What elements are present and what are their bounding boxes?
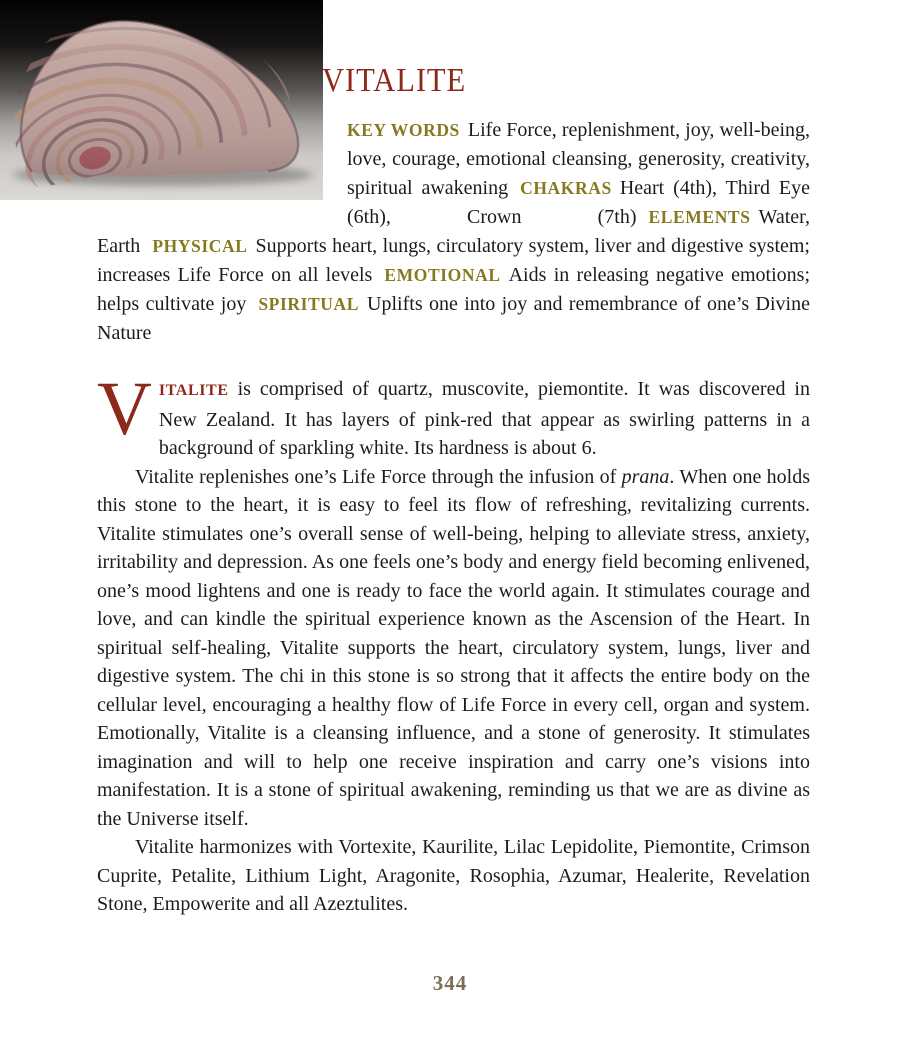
emotional-text: Aids in releasing negative emotions; helps cultivate joy	[97, 264, 810, 315]
keywords-text: Life Force, replenishment, joy, well-being, love, courage, emotional cleansing, generosity, creativity, spiritual awakening	[347, 119, 811, 199]
emotional-label: EMOTIONAL	[384, 265, 501, 285]
page-title: VITALITE	[322, 62, 467, 99]
paragraph-properties-text-b: . When one holds this stone to the heart, it is easy to feel its flow of refreshing, revitalizing currents. Vitalite stimulates one’s overall sense of well-being, helping to alleviate stress, anxiety, irritability and depression. As one feels one’s body and energy field becoming enlivened, one’s mood lightens and one is ready to face the world again. It stimulates courage and love, and can kindle the spiritual experience known as the Ascension of the Heart. In spiritual self-healing, Vitalite supports the heart, circulatory system, lungs, liver and digestive system. The chi in this stone is so strong that it affects the entire body on the cellular level, encouraging a healthy flow of Life Force in every cell, organ and system. Emotionally, Vitalite is a cleansing influence, and a stone of generosity. It stimulates imagination and will to help one receive inspiration and carry one’s visions into manifestation. It is a stone of spiritual awakening, reminding us that we are as divine as the Universe itself.	[97, 465, 811, 830]
paragraph-harmonizes: Vitalite harmonizes with Vortexite, Kaurilite, Lilac Lepidolite, Piemontite, Crimson Cuprite, Petalite, Lithium Light, Aragonite, Rosophia, Azumar, Healerite, Revelation Stone, Empowerite and all Azeztulites.	[97, 836, 810, 915]
dropcap-v: V	[97, 367, 152, 451]
spiritual-text: Uplifts one into joy and remembrance of one’s Divine Nature	[97, 293, 810, 344]
keywords-label: KEY WORDS	[347, 120, 460, 140]
stone-photo-image	[0, 0, 323, 200]
physical-label: PHYSICAL	[152, 236, 248, 256]
spiritual-label: SPIRITUAL	[258, 294, 360, 314]
paragraph-description	[97, 367, 810, 463]
paragraph-description-text: is comprised of quartz, muscovite, piemontite. It was discovered in New Zealand. It has layers of pink-red that appear as swirling patterns in a background of sparkling white. Its hardness is about 6.	[158, 378, 810, 459]
elements-label: ELEMENTS	[648, 207, 751, 227]
chakras-text: Heart (4th), Third Eye (6th), Crown (7th)	[347, 177, 810, 228]
elements-text: Water, Earth	[97, 206, 810, 257]
italic-term-prana: prana	[621, 465, 670, 488]
stone-photo	[0, 0, 323, 200]
lead-smallcaps: ITALITE	[158, 382, 229, 399]
paragraph-properties	[97, 463, 810, 834]
page-number: 344	[432, 971, 468, 995]
paragraph-properties-text-a: Vitalite replenishes one’s Life Force through the infusion of	[135, 465, 622, 488]
physical-text: Supports heart, lungs, circulatory system, liver and digestive system; increases Life Force on all levels	[97, 235, 810, 286]
chakras-label: CHAKRAS	[520, 178, 612, 198]
